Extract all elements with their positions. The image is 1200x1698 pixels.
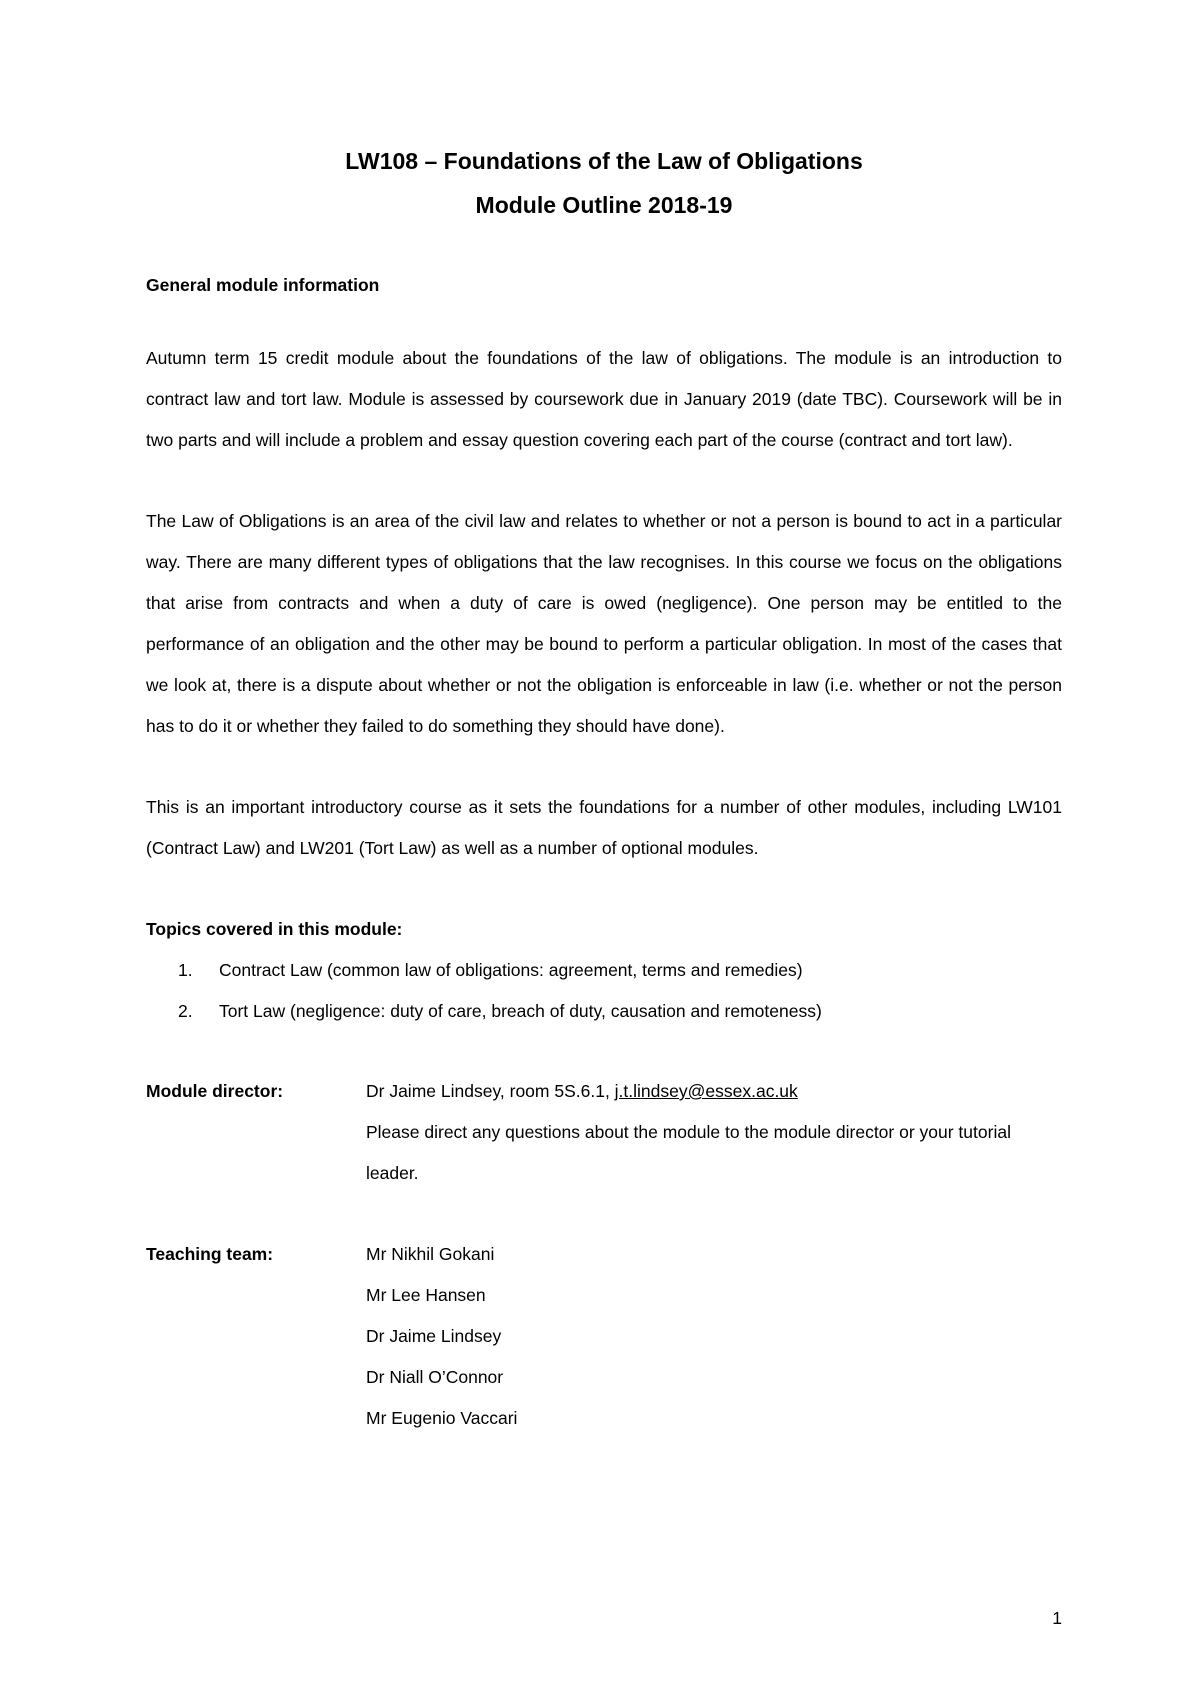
module-director-label: Module director:: [146, 1081, 284, 1101]
teaching-team-list: [366, 1234, 1062, 1439]
teaching-team-member: Dr Niall O’Connor: [366, 1367, 504, 1387]
page-number: 1: [1052, 1608, 1062, 1628]
module-director-value: [366, 1071, 1062, 1194]
document-title: LW108 – Foundations of the Law of Obligations: [345, 148, 863, 174]
document-subtitle: Module Outline 2018-19: [475, 192, 733, 218]
teaching-team-member: Dr Jaime Lindsey: [366, 1326, 502, 1346]
topic-number: 2.: [178, 1001, 193, 1021]
module-director-row: [146, 1071, 1062, 1194]
module-director-line: [366, 1071, 1062, 1112]
topics-heading: Topics covered in this module:: [146, 919, 403, 939]
topic-item: [146, 950, 1062, 991]
general-info-heading: General module information: [146, 275, 380, 295]
topics-list: [146, 950, 1062, 1032]
page-content: [146, 145, 1062, 1439]
module-director-note: Please direct any questions about the module to the module director or your tutorial leader.: [366, 1122, 1011, 1183]
general-paragraph-1: Autumn term 15 credit module about the foundations of the law of obligations. The module is an introduction to contract law and tort law. Module is assessed by coursework due in January 2019 (date TBC). Coursework will be in two parts and will include a problem and essay question covering each part of the course (contract and tort law).: [146, 348, 1062, 450]
topic-text: Contract Law (common law of obligations: agreement, terms and remedies): [219, 960, 803, 980]
teaching-team-member: Mr Nikhil Gokani: [366, 1244, 495, 1264]
topic-item: [146, 991, 1062, 1032]
topic-number: 1.: [178, 960, 193, 980]
general-paragraph-2: The Law of Obligations is an area of the civil law and relates to whether or not a person is bound to act in a particular way. There are many different types of obligations that the law recognises. In this course we focus on the obligations that arise from contracts and when a duty of care is owed (negligence). One person may be entitled to the performance of an obligation and the other may be bound to perform a particular obligation. In most of the cases that we look at, there is a dispute about whether or not the obligation is enforceable in law (i.e. whether or not the person has to do it or whether they failed to do something they should have done).: [146, 511, 1062, 736]
teaching-team-row: [146, 1234, 1062, 1439]
module-director-email-link[interactable]: j.t.lindsey@essex.ac.uk: [614, 1081, 798, 1101]
teaching-team-label: Teaching team:: [146, 1244, 274, 1264]
teaching-team-member: Mr Lee Hansen: [366, 1285, 486, 1305]
teaching-team-member: Mr Eugenio Vaccari: [366, 1408, 518, 1428]
general-paragraph-3: This is an important introductory course as it sets the foundations for a number of other modules, including LW101 (Contract Law) and LW201 (Tort Law) as well as a number of optional modules.: [146, 797, 1062, 858]
topic-text: Tort Law (negligence: duty of care, breach of duty, causation and remoteness): [219, 1001, 822, 1021]
module-director-name: Dr Jaime Lindsey, room 5S.6.1,: [366, 1081, 615, 1101]
